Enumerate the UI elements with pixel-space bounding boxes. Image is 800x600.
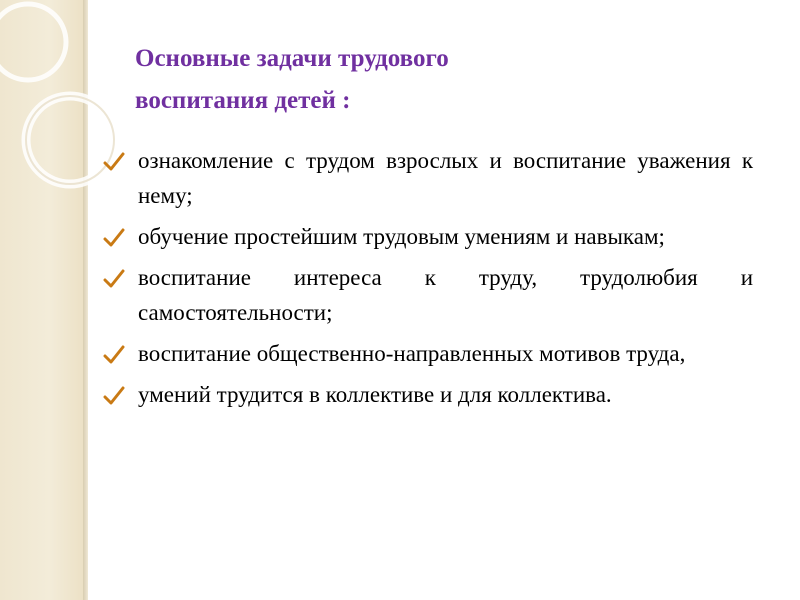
list-item	[103, 260, 753, 330]
slide-title	[135, 38, 655, 122]
list-item-text: умений трудится в коллективе и для коллектива.	[138, 382, 612, 407]
list-item-text: воспитание общественно-направленных мотивов труда,	[138, 341, 686, 366]
list-item-text: обучение простейшим трудовым умениям и навыкам;	[138, 224, 665, 249]
checkmark-icon	[103, 152, 125, 172]
list-item-text: ознакомление с трудом взрослых и воспитание уважения к нему;	[138, 148, 753, 208]
task-list	[103, 143, 753, 418]
list-item-text: воспитание интереса к труду, трудолюбия и самостоятельности;	[138, 265, 753, 325]
list-item	[103, 336, 753, 371]
list-item	[103, 377, 753, 412]
checkmark-icon	[103, 345, 125, 365]
slide-title-line-1: Основные задачи трудового	[135, 45, 449, 72]
checkmark-icon	[103, 269, 125, 289]
slide-title-line-2: воспитания детей :	[135, 87, 351, 114]
checkmark-icon	[103, 386, 125, 406]
list-item	[103, 143, 753, 213]
list-item	[103, 219, 753, 254]
checkmark-icon	[103, 228, 125, 248]
